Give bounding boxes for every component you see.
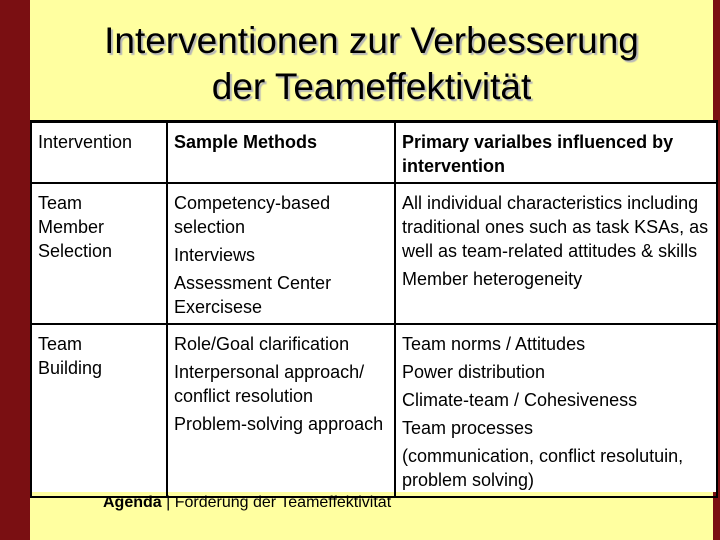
footer-breadcrumb (103, 493, 391, 513)
row-1-intervention-line: Team (38, 193, 83, 213)
header-sample-methods-label: Sample Methods (174, 132, 318, 152)
row-2-variable-item: Power distribution (402, 362, 546, 382)
row-2-variable-item: (communication, conflict resolutuin, problem solving) (402, 446, 684, 490)
row-2-intervention-line: Team (38, 334, 83, 354)
row-2-variables (395, 324, 717, 497)
footer-separator: | (161, 494, 175, 511)
row-2-method-item: Problem-solving approach (174, 414, 384, 434)
row-2-methods (167, 324, 395, 497)
row-2-variable-item: Team norms / Attitudes (402, 334, 586, 354)
table-header-row (31, 122, 717, 184)
title-line-1: Interventionen zur Verbesserung (104, 20, 639, 61)
table-row (31, 324, 717, 497)
row-1-variable-item: Member heterogeneity (402, 269, 583, 289)
interventions-table (30, 120, 718, 498)
row-2-method-item: Interpersonal approach/ conflict resolution (174, 362, 365, 406)
row-1-intervention-line: Member (38, 217, 105, 237)
header-intervention (31, 122, 167, 184)
interventions-table-container (30, 120, 716, 492)
row-1-method-item: Competency-based selection (174, 193, 331, 237)
footer-section: Agenda (103, 494, 162, 511)
header-primary-variables-label: Primary varialbes influenced by intervention (402, 132, 674, 176)
row-2-variable-item: Climate-team / Cohesiveness (402, 390, 638, 410)
row-2-variable-item: Team processes (402, 418, 534, 438)
slide-title (30, 18, 713, 110)
header-primary-variables (395, 122, 717, 184)
row-1-intervention-line: Selection (38, 241, 113, 261)
header-sample-methods (167, 122, 395, 184)
table-row (31, 183, 717, 324)
row-1-intervention (31, 183, 167, 324)
row-1-method-item: Assessment Center Exercisese (174, 273, 332, 317)
title-line-2: der Teameffektivität (211, 66, 532, 107)
row-2-intervention-line: Building (38, 358, 103, 378)
header-intervention-label: Intervention (38, 132, 133, 152)
row-1-variable-item: All individual characteristics including traditional ones such as task KSAs, as well as team-related attitudes & skills (402, 193, 709, 261)
row-1-methods (167, 183, 395, 324)
footer-topic: Förderung der Teameffektivität (174, 494, 392, 511)
left-accent-bar (0, 0, 30, 540)
row-1-method-item: Interviews (174, 245, 256, 265)
row-2-method-item: Role/Goal clarification (174, 334, 350, 354)
row-2-intervention (31, 324, 167, 497)
row-1-variables (395, 183, 717, 324)
